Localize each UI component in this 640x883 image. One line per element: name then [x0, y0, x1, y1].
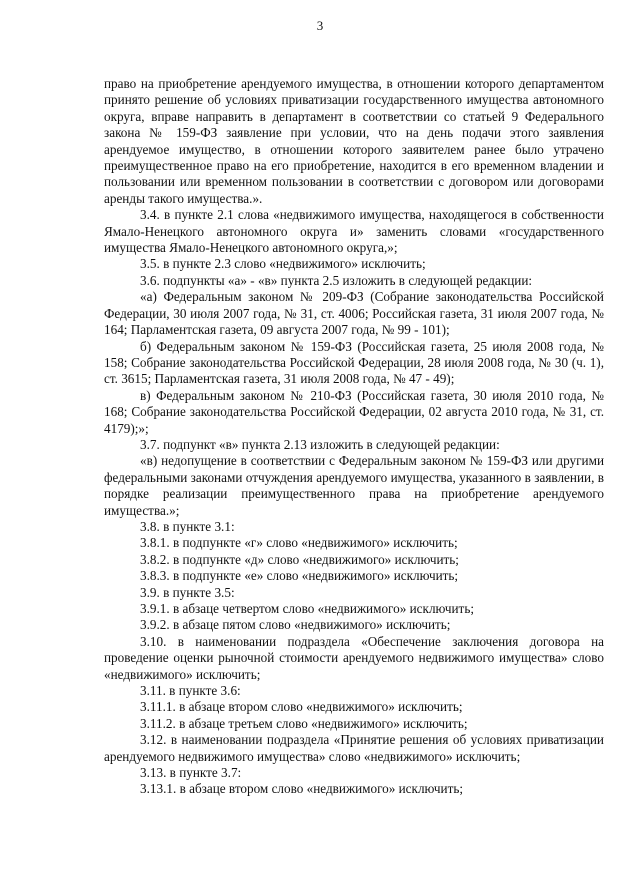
- paragraph: 3.9.2. в абзаце пятом слово «недвижимого» исключить;: [140, 617, 451, 633]
- paragraph: «а) Федеральным законом № 209-ФЗ (Собрание законодательства Российской Федерации, 30 июля 2007 года, № 31, ст. 4006; Российская газета, 31 июля 2007 года, № 164; Парламентская газета, 09 августа 2007 года, № 99 - 101);: [104, 289, 604, 338]
- paragraph: «в) недопущение в соответствии с Федеральным законом № 159-ФЗ или другими федеральными законами отчуждения арендуемого имущества, указанного в заявлении, в порядке реализации преимущественного права на приобретение арендуемого имущества.»;: [104, 453, 604, 518]
- paragraph: 3.5. в пункте 2.3 слово «недвижимого» исключить;: [140, 256, 426, 272]
- paragraph: право на приобретение арендуемого имущества, в отношении которого департаментом принято решение об условиях приватизации государственного имущества автономного округа, вправе направить в департамент в соответствии со статьей 9 Федерального закона № 159-ФЗ заявление при условии, что на день подачи этого заявления арендуемое имущество, в отношении которого заявителем ранее было утрачено преимущественное право на его приобретение, находится в его временном владении и пользовании или временном пользовании в соответствии с договором или договорами аренды такого имущества.».: [104, 76, 604, 206]
- paragraph: 3.8.3. в подпункте «е» слово «недвижимого» исключить;: [140, 568, 459, 584]
- paragraph: 3.9. в пункте 3.5:: [140, 584, 235, 600]
- paragraph: в) Федеральным законом № 210-ФЗ (Российская газета, 30 июля 2010 года, № 168; Собрание законодательства Российской Федерации, 02 августа 2010 года, № 31, ст. 4179);»;: [104, 387, 604, 436]
- page-number: 3: [316, 18, 324, 33]
- paragraph: 3.13.1. в абзаце втором слово «недвижимого» исключить;: [140, 781, 464, 797]
- paragraph: 3.11.2. в абзаце третьем слово «недвижимого» исключить;: [140, 715, 468, 731]
- paragraph: 3.8.1. в подпункте «г» слово «недвижимого» исключить;: [140, 535, 458, 551]
- paragraph: 3.7. подпункт «в» пункта 2.13 изложить в следующей редакции:: [140, 436, 500, 452]
- paragraph: 3.8. в пункте 3.1:: [140, 518, 235, 534]
- paragraph: 3.13. в пункте 3.7:: [140, 765, 242, 781]
- document-body: [104, 76, 604, 798]
- paragraph: 3.9.1. в абзаце четвертом слово «недвижимого» исключить;: [140, 601, 475, 616]
- paragraph: 3.8.2. в подпункте «д» слово «недвижимого» исключить;: [140, 551, 459, 567]
- paragraph: б) Федеральным законом № 159-ФЗ (Российская газета, 25 июля 2008 года, № 158; Собрание законодательства Российской Федерации, 28 июля 2008 года, № 30 (ч. 1), ст. 3615; Парламентская газета, 31 июля 2008 года, № 47 - 49);: [104, 338, 604, 387]
- paragraph: 3.11. в пункте 3.6:: [140, 683, 241, 699]
- paragraph: 3.12. в наименовании подраздела «Принятие решения об условиях приватизации арендуемого недвижимого имущества» слово «недвижимого» исключить;: [104, 732, 604, 764]
- paragraph: 3.11.1. в абзаце втором слово «недвижимого» исключить;: [140, 699, 463, 715]
- paragraph: 3.4. в пункте 2.1 слова «недвижимого имущества, находящегося в собственности Ямало-Ненецкого автономного округа и» заменить словами «государственного имущества Ямало-Ненецкого автономного округа,»;: [104, 207, 604, 256]
- paragraph: 3.10. в наименовании подраздела «Обеспечение заключения договора на проведение оценки рыночной стоимости арендуемого недвижимого имущества» слово «недвижимого» исключить;: [104, 633, 604, 682]
- paragraph: 3.6. подпункты «а» - «в» пункта 2.5 изложить в следующей редакции:: [140, 272, 533, 288]
